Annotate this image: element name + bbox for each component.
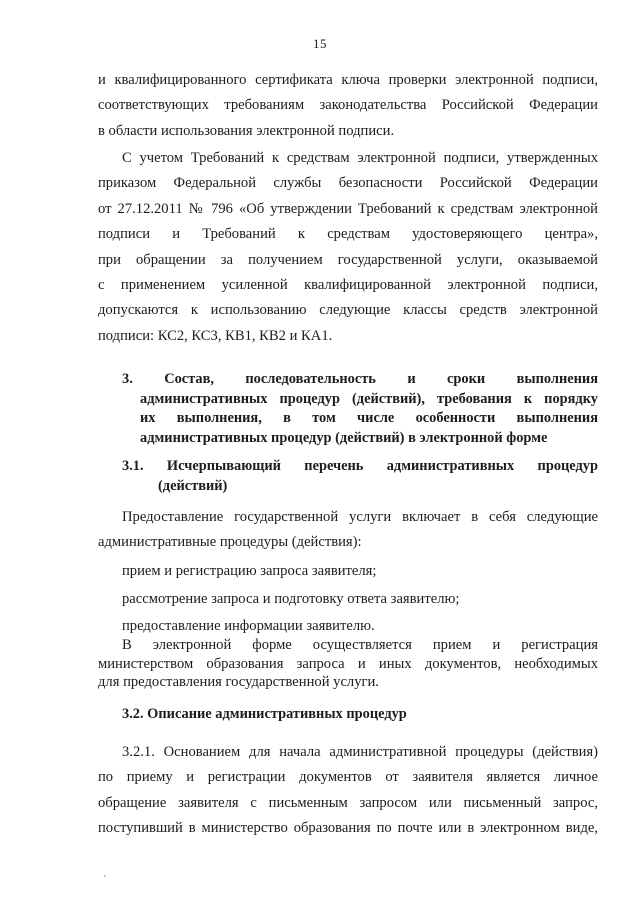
text-line: по приему и регистрации документов от заявителя является личное (98, 769, 598, 786)
text-line: Предоставление государственной услуги включает в себя следующие (122, 509, 598, 525)
heading-line: их выполнения, в том числе особенности выполнения (140, 410, 598, 426)
text-line: с применением усиленной квалифицированной электронной подписи, (98, 277, 598, 294)
heading-line: административных процедур (действий) в электронной форме (140, 429, 548, 446)
text-line: административные процедуры (действия): (98, 534, 362, 551)
text-line: С учетом Требований к средствам электронной подписи, утвержденных (122, 150, 598, 166)
section-heading-3 (122, 370, 598, 448)
text-line: обращение заявителя с письменным запросом или письменный запрос, (98, 794, 598, 811)
heading-line: 3. Состав, последовательность и сроки выполнения (122, 371, 598, 387)
text-line: в области использования электронной подписи. (98, 122, 395, 139)
text-line: соответствующих требованиям законодательства Российской Федерации (98, 97, 598, 114)
list-item: предоставление информации заявителю. (122, 618, 375, 634)
paragraph-5 (98, 740, 598, 842)
section-heading-3-2: 3.2. Описание административных процедур (122, 706, 407, 722)
procedure-list (122, 558, 598, 641)
paragraph-3 (98, 505, 598, 556)
text-line: приказом Федеральной службы безопасности Российской Федерации (98, 175, 598, 192)
text-line: поступивший в министерство образования по почте или в электронном виде, (98, 820, 598, 837)
heading-line: административных процедур (действий), требования к порядку (140, 390, 598, 407)
text-line: при обращении за получением государственной услуги, оказываемой (98, 251, 598, 268)
page-number: 15 (313, 36, 327, 51)
heading-line: (действий) (158, 478, 228, 494)
paragraph-1 (98, 68, 598, 144)
section-heading-3-1 (122, 456, 598, 496)
text-line: допускаются к использованию следующие классы средств электронной (98, 302, 598, 319)
scan-speck (104, 875, 106, 877)
text-line: 3.2.1. Основанием для начала административной процедуры (действия) (122, 744, 598, 760)
text-line: и квалифицированного сертификата ключа проверки электронной подписи, (98, 72, 598, 88)
text-line: В электронной форме осуществляется прием и регистрация (122, 637, 598, 653)
text-line: для предоставления государственной услуги. (98, 674, 379, 690)
paragraph-4 (98, 636, 598, 692)
text-line: подписи: КС2, КС3, КВ1, КВ2 и КА1. (98, 327, 333, 344)
text-line: министерством образования запроса и иных документов, необходимых (98, 655, 598, 672)
text-line: подписи и Требований к средствам удостоверяющего центра», (98, 226, 598, 243)
heading-line: 3.1. Исчерпывающий перечень административных процедур (122, 458, 598, 474)
paragraph-2 (98, 146, 598, 349)
list-item: рассмотрение запроса и подготовку ответа заявителю; (122, 590, 460, 607)
text-line: от 27.12.2011 № 796 «Об утверждении Требований к средствам электронной (98, 200, 598, 217)
list-item: прием и регистрацию запроса заявителя; (122, 563, 377, 579)
